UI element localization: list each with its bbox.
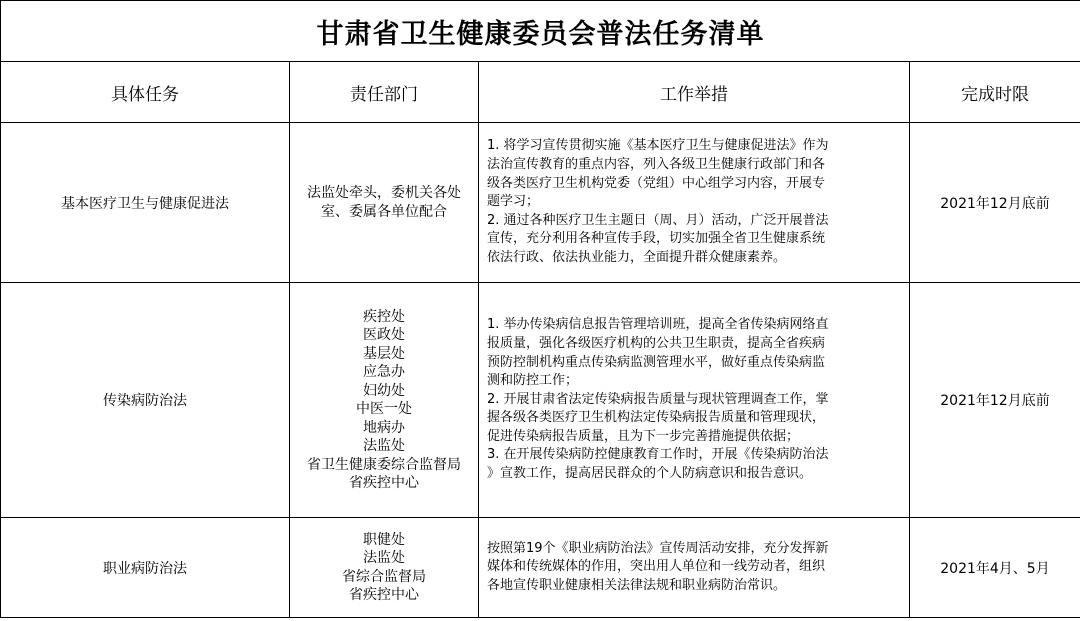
- measure-line: 级各类医疗卫生机构党委（党组）中心组学习内容，开展专: [487, 175, 826, 191]
- dept-line: 省综合监督局: [342, 568, 426, 585]
- dept-line: 中医一处: [356, 401, 412, 417]
- header-measures: 工作举措: [479, 62, 910, 123]
- measure-line: 3. 在开展传染病防控健康教育工作时，开展《传染病防治法: [487, 447, 829, 463]
- task-cell: 基本医疗卫生与健康促进法: [1, 123, 290, 283]
- task-cell: 职业病防治法: [1, 518, 290, 618]
- dept-line: 疾控处: [363, 308, 405, 325]
- measure-line: 报质量，强化各级医疗机构的公共卫生职责，提高全省疾病: [487, 335, 826, 351]
- measures-cell: [479, 518, 910, 618]
- measures-cell: [479, 283, 910, 518]
- header-task: 具体任务: [1, 62, 290, 123]
- measure-line: 1. 将学习宣传贯彻实施《基本医疗卫生与健康促进法》作为: [487, 138, 829, 154]
- dept-cell: [290, 518, 479, 618]
- dept-line: 医政处: [363, 327, 405, 343]
- dept-line: 法监处牵头，委机关各处: [307, 185, 461, 201]
- header-row: [1, 62, 1080, 123]
- measure-line: 促进传染病报告质量，且为下一步完善措施提供依据；: [487, 428, 800, 444]
- dept-cell: [290, 283, 479, 518]
- measure-line: 依法行政、依法执业能力，全面提升群众健康素养。: [487, 249, 787, 265]
- table-row: [1, 518, 1080, 618]
- table-title: 甘肃省卫生健康委员会普法任务清单: [1, 1, 1080, 62]
- measure-line: 》宣教工作，提高居民群众的个人防病意识和报告意识。: [487, 466, 813, 482]
- dept-line: 省疾控中心: [349, 475, 419, 491]
- measure-line: 1. 举办传染病信息报告管理培训班，提高全省传染病网络直: [487, 317, 829, 333]
- measure-line: 预防控制机构重点传染病监测管理水平，做好重点传染病监: [487, 354, 826, 370]
- measure-line: 2. 开展甘肃省法定传染病报告质量与现状管理调查工作，掌: [487, 391, 829, 407]
- measure-line: 题学习；: [487, 194, 540, 210]
- dept-line: 地病办: [363, 419, 405, 436]
- table-row: [1, 123, 1080, 283]
- measure-line: 法治宣传教育的重点内容，列入各级卫生健康行政部门和各: [487, 157, 826, 173]
- deadline-cell: 2021年4月、5月: [910, 518, 1080, 618]
- dept-line: 基层处: [363, 345, 405, 362]
- dept-line: 职健处: [363, 531, 405, 548]
- header-deadline: 完成时限: [910, 62, 1080, 123]
- deadline-cell: 2021年12月底前: [910, 123, 1080, 283]
- measure-line: 媒体和传统媒体的作用，突出用人单位和一线劳动者，组织: [487, 559, 826, 575]
- deadline-cell: 2021年12月底前: [910, 283, 1080, 518]
- title-row: [1, 1, 1080, 62]
- dept-line: 妇幼处: [363, 382, 405, 399]
- measure-line: 宣传，充分利用各种宣传手段，切实加强全省卫生健康系统: [487, 231, 826, 247]
- dept-line: 法监处: [363, 438, 405, 454]
- task-cell: 传染病防治法: [1, 283, 290, 518]
- measure-line: 2. 通过各种医疗卫生主题日（周、月）活动，广泛开展普法: [487, 212, 829, 228]
- measure-line: 测和防控工作；: [487, 373, 579, 389]
- dept-line: 省卫生健康委综合监督局: [307, 456, 461, 473]
- measures-cell: [479, 123, 910, 283]
- dept-line: 室、委属各单位配合: [321, 203, 447, 220]
- table-row: [1, 283, 1080, 518]
- dept-line: 应急办: [363, 364, 405, 380]
- dept-cell: [290, 123, 479, 283]
- measure-line: 按照第19个《职业病防治法》宣传周活动安排，充分发挥新: [487, 540, 829, 556]
- dept-line: 省疾控中心: [349, 587, 419, 603]
- measure-line: 握各级各类医疗卫生机构法定传染病报告质量和管理现状，: [487, 410, 826, 426]
- header-dept: 责任部门: [290, 62, 479, 123]
- measure-line: 各地宣传职业健康相关法律法规和职业病防治常识。: [487, 577, 787, 593]
- dept-line: 法监处: [363, 550, 405, 566]
